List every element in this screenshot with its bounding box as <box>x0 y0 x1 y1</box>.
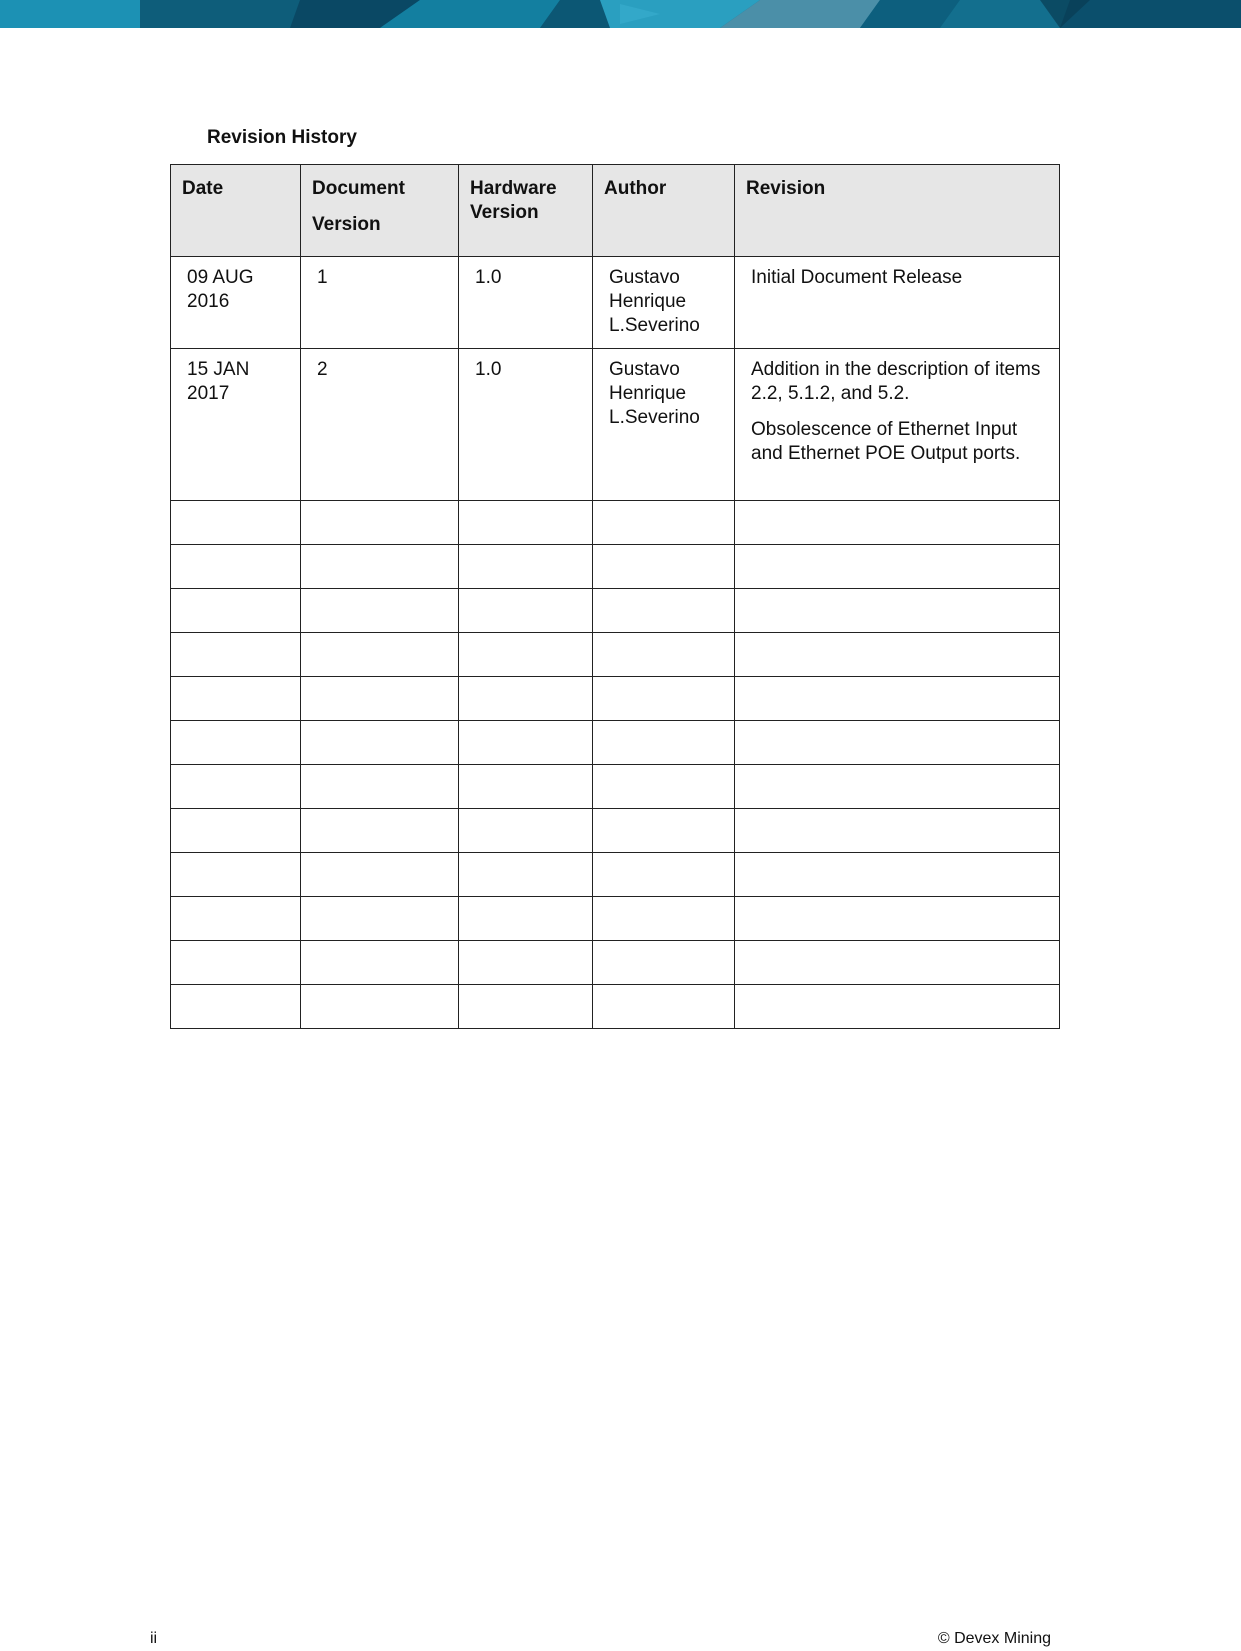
empty-cell <box>735 985 1060 1029</box>
header-date <box>171 165 301 257</box>
empty-cell <box>459 765 593 809</box>
header-banner <box>0 0 1241 28</box>
empty-cell <box>593 809 735 853</box>
table-row <box>171 257 1060 349</box>
empty-cell <box>301 897 459 941</box>
empty-cell <box>459 633 593 677</box>
empty-cell <box>459 501 593 545</box>
cell-author: Gustavo Henrique L.Severino <box>593 349 735 501</box>
header-hw-version-label: Version <box>470 202 539 223</box>
header-hardware-label: Hardware <box>470 178 557 199</box>
empty-cell <box>459 721 593 765</box>
empty-cell <box>301 501 459 545</box>
table-header-row <box>171 165 1060 257</box>
cell-revision: Initial Document Release <box>735 257 1060 349</box>
empty-cell <box>459 853 593 897</box>
empty-cell <box>459 897 593 941</box>
empty-cell <box>301 985 459 1029</box>
header-version-label: Version <box>312 214 381 235</box>
empty-cell <box>171 545 301 589</box>
cell-date: 09 AUG 2016 <box>171 257 301 349</box>
empty-cell <box>593 765 735 809</box>
table-row-empty <box>171 633 1060 677</box>
empty-cell <box>171 501 301 545</box>
cell-date: 15 JAN 2017 <box>171 349 301 501</box>
empty-cell <box>735 897 1060 941</box>
empty-cell <box>171 721 301 765</box>
empty-cell <box>301 589 459 633</box>
header-author-label: Author <box>604 178 667 199</box>
header-hardware-version <box>459 165 593 257</box>
empty-cell <box>171 897 301 941</box>
section-title: Revision History <box>207 127 357 148</box>
cell-hardware-version: 1.0 <box>459 349 593 501</box>
empty-cell <box>593 897 735 941</box>
empty-cell <box>301 545 459 589</box>
empty-cell <box>735 501 1060 545</box>
table-row-empty <box>171 941 1060 985</box>
empty-cell <box>593 501 735 545</box>
empty-cell <box>735 941 1060 985</box>
revision-history-table <box>170 164 1060 1029</box>
empty-cell <box>735 765 1060 809</box>
empty-cell <box>171 677 301 721</box>
empty-cell <box>301 765 459 809</box>
empty-cell <box>459 545 593 589</box>
empty-cell <box>735 809 1060 853</box>
empty-cell <box>459 677 593 721</box>
table-row-empty <box>171 677 1060 721</box>
empty-cell <box>593 633 735 677</box>
empty-cell <box>301 809 459 853</box>
header-revision <box>735 165 1060 257</box>
empty-cell <box>301 633 459 677</box>
empty-cell <box>593 941 735 985</box>
header-date-label: Date <box>182 178 224 199</box>
banner-graphic <box>0 0 1241 28</box>
copyright-notice: © Devex Mining <box>937 1630 1051 1647</box>
empty-cell <box>171 633 301 677</box>
table-row-empty <box>171 765 1060 809</box>
empty-cell <box>171 985 301 1029</box>
table-row-empty <box>171 853 1060 897</box>
empty-cell <box>459 589 593 633</box>
empty-cell <box>735 545 1060 589</box>
header-document-label: Document <box>312 178 405 199</box>
table-row-empty <box>171 721 1060 765</box>
empty-cell <box>735 633 1060 677</box>
empty-cell <box>735 721 1060 765</box>
empty-cell <box>171 765 301 809</box>
table-row-empty <box>171 985 1060 1029</box>
empty-cell <box>301 941 459 985</box>
cell-revision: Addition in the description of items 2.2, 5.1.2, and 5.2. Obsolescence of Ethernet Input and Ethernet POE Output ports. <box>735 349 1060 501</box>
table-row-empty <box>171 501 1060 545</box>
empty-cell <box>171 809 301 853</box>
empty-cell <box>593 589 735 633</box>
empty-cell <box>459 809 593 853</box>
table-row-empty <box>171 897 1060 941</box>
empty-cell <box>593 677 735 721</box>
empty-cell <box>301 721 459 765</box>
empty-cell <box>735 853 1060 897</box>
header-author <box>593 165 735 257</box>
page-number: ii <box>150 1630 158 1647</box>
empty-cell <box>171 589 301 633</box>
table-row-empty <box>171 545 1060 589</box>
empty-cell <box>593 721 735 765</box>
empty-cell <box>593 853 735 897</box>
table-row-empty <box>171 809 1060 853</box>
empty-cell <box>171 941 301 985</box>
header-document-version <box>301 165 459 257</box>
empty-cell <box>735 589 1060 633</box>
empty-cell <box>593 545 735 589</box>
empty-cell <box>301 677 459 721</box>
header-revision-label: Revision <box>746 178 826 199</box>
cell-document-version: 1 <box>301 257 459 349</box>
table-row <box>171 349 1060 501</box>
cell-document-version: 2 <box>301 349 459 501</box>
cell-hardware-version: 1.0 <box>459 257 593 349</box>
empty-cell <box>301 853 459 897</box>
empty-cell <box>593 985 735 1029</box>
empty-cell <box>735 677 1060 721</box>
table-row-empty <box>171 589 1060 633</box>
cell-author: Gustavo Henrique L.Severino <box>593 257 735 349</box>
empty-cell <box>171 853 301 897</box>
empty-cell <box>459 985 593 1029</box>
empty-cell <box>459 941 593 985</box>
